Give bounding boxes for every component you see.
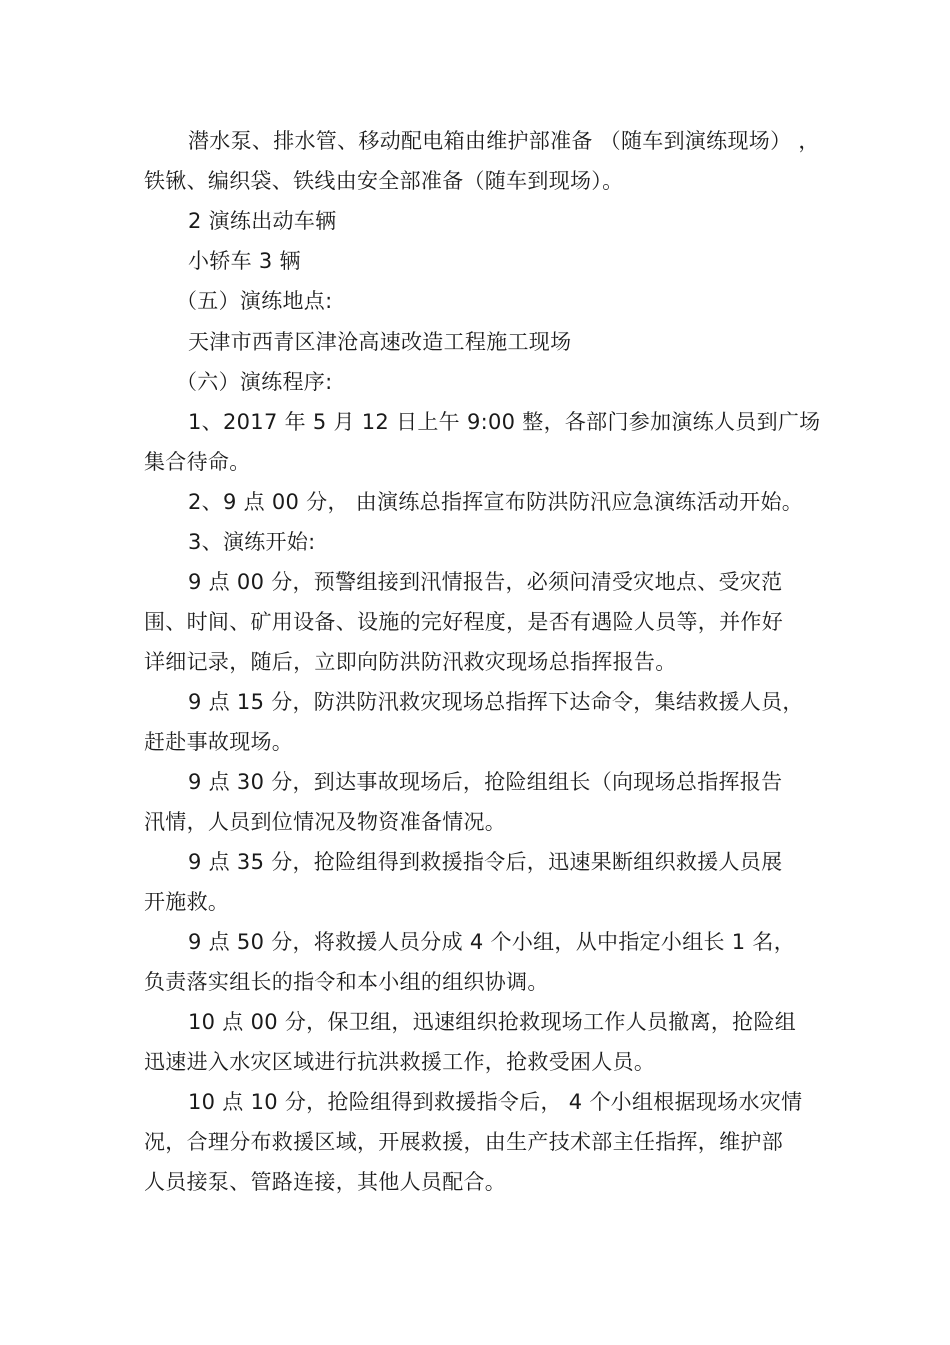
text-line: 9 点 35 分，抢险组得到救援指令后，迅速果断组织救援人员展 — [188, 850, 783, 874]
text-line: 10 点 00 分，保卫组，迅速组织抢救现场工作人员撤离，抢险组 — [188, 1010, 797, 1034]
text-line: 9 点 30 分，到达事故现场后，抢险组组长（向现场总指挥报告 — [188, 770, 783, 794]
text-line: 2、9 点 00 分， 由演练总指挥宣布防洪防汛应急演练活动开始。 — [188, 490, 804, 514]
text-line: 9 点 50 分，将救援人员分成 4 个小组，从中指定小组长 1 名， — [188, 930, 796, 954]
text-line: 开施救。 — [144, 890, 230, 914]
text-line: 集合待命。 — [144, 450, 251, 474]
text-line: 天津市西青区津沧高速改造工程施工现场 — [188, 330, 572, 354]
section-heading: 2 演练出动车辆 — [188, 209, 337, 233]
text-line: 小轿车 3 辆 — [188, 249, 301, 273]
text-line: 潜水泵、排水管、移动配电箱由维护部准备 （随车到演练现场） ， — [188, 129, 820, 153]
text-line: 1、2017 年 5 月 12 日上午 9:00 整，各部门参加演练人员到广场 — [188, 410, 821, 434]
section-heading: （五）演练地点: — [176, 289, 333, 313]
text-line: 9 点 00 分，预警组接到汛情报告，必须问清受灾地点、受灾范 — [188, 570, 783, 594]
text-line: 人员接泵、管路连接，其他人员配合。 — [144, 1170, 507, 1194]
text-line: 围、时间、矿用设备、设施的完好程度，是否有遇险人员等，并作好 — [144, 610, 783, 634]
text-line: 10 点 10 分，抢险组得到救援指令后， 4 个小组根据现场水灾情 — [188, 1090, 803, 1114]
text-line: 汛情，人员到位情况及物资准备情况。 — [144, 810, 507, 834]
text-line: 赶赴事故现场。 — [144, 730, 294, 754]
text-line: 3、演练开始: — [188, 530, 316, 554]
text-line: 9 点 15 分，防洪防汛救灾现场总指挥下达命令，集结救援人员， — [188, 690, 804, 714]
text-line: 况，合理分布救援区域，开展救援，由生产技术部主任指挥，维护部 — [144, 1130, 783, 1154]
section-heading: （六）演练程序: — [176, 370, 333, 394]
text-line: 负责落实组长的指令和本小组的组织协调。 — [144, 970, 549, 994]
text-line: 详细记录，随后，立即向防洪防汛救灾现场总指挥报告。 — [144, 650, 677, 674]
text-line: 迅速进入水灾区域进行抗洪救援工作，抢救受困人员。 — [144, 1050, 656, 1074]
text-line: 铁锹、编织袋、铁线由安全部准备（随车到现场）。 — [144, 169, 624, 193]
